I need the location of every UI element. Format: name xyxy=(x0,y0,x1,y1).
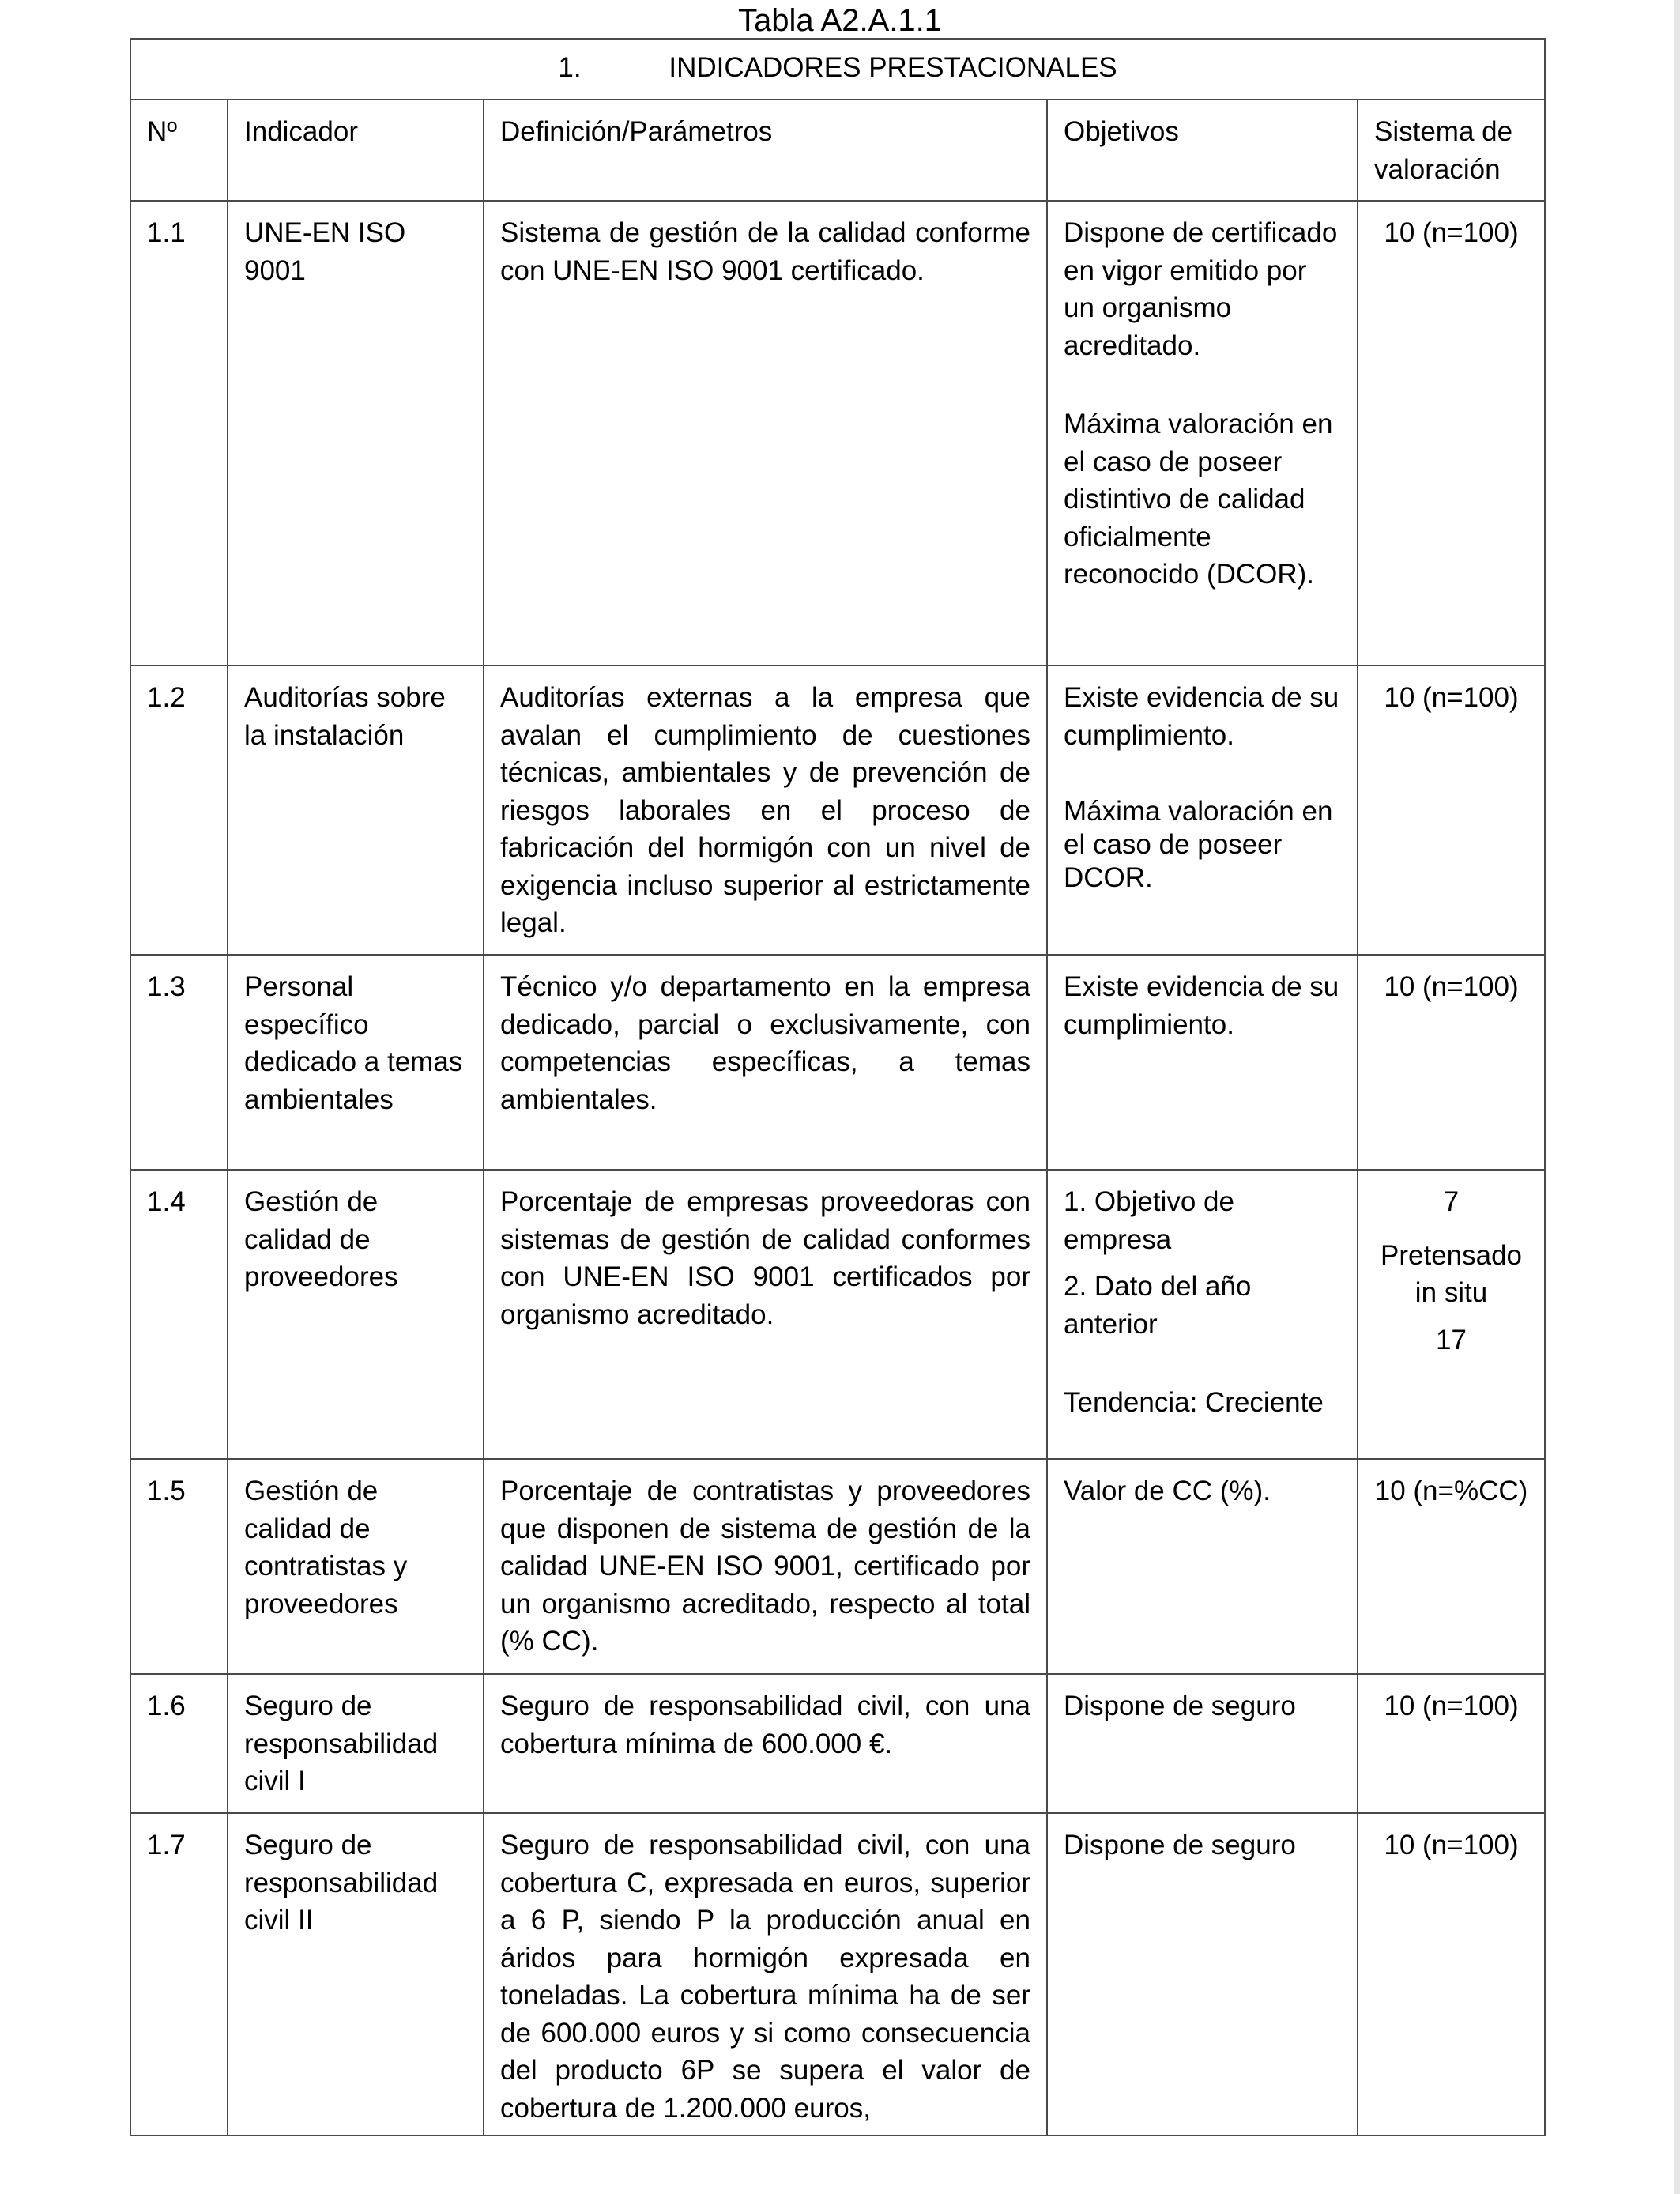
row-objetivos: Valor de CC (%). xyxy=(1047,1459,1358,1674)
header-indicador: Indicador xyxy=(228,100,484,201)
valoracion-text: 7 xyxy=(1443,1186,1460,1217)
row-indicador: UNE-EN ISO 9001 xyxy=(228,201,484,665)
row-objetivos: Existe evidencia de su cumplimiento. xyxy=(1047,955,1358,1170)
row-definicion: Seguro de responsabilidad civil, con una cobertura mínima de 600.000 €. xyxy=(484,1674,1047,1813)
row-valoracion: 10 (n=100) xyxy=(1358,201,1545,665)
row-num: 1.6 xyxy=(130,1674,228,1813)
row-indicador: Auditorías sobre la instalación xyxy=(228,665,484,955)
row-definicion: Porcentaje de contratistas y proveedores que disponen de sistema de gestión de la calidad UNE-EN ISO 9001, certificado por un organismo acreditado, respecto al total (% CC). xyxy=(484,1459,1047,1674)
objetivo-text: 1. Objetivo de empresa xyxy=(1064,1186,1234,1255)
table-row xyxy=(130,955,1545,1170)
row-indicador: Gestión de calidad de contratistas y proveedores xyxy=(228,1459,484,1674)
row-valoracion: 10 (n=100) xyxy=(1358,955,1545,1170)
objetivo-text: Máxima valoración en el caso de poseer distintivo de calidad oficialmente reconocido (DCOR). xyxy=(1064,409,1333,590)
row-valoracion: 10 (n=%CC) xyxy=(1358,1459,1545,1674)
table-row xyxy=(130,665,1545,955)
row-indicador: Gestión de calidad de proveedores xyxy=(228,1170,484,1459)
objetivo-text: Dispone de certificado en vigor emitido por un organismo acreditado. xyxy=(1064,217,1338,361)
section-number: 1. xyxy=(558,52,582,83)
table-row xyxy=(130,1459,1545,1674)
row-definicion: Técnico y/o departamento en la empresa dedicado, parcial o exclusivamente, con competencias específicas, a temas ambientales. xyxy=(484,955,1047,1170)
header-definicion: Definición/Parámetros xyxy=(484,100,1047,201)
row-num: 1.7 xyxy=(130,1813,228,2136)
row-num: 1.1 xyxy=(130,201,228,665)
row-valoracion: 10 (n=100) xyxy=(1358,1674,1545,1813)
row-num: 1.4 xyxy=(130,1170,228,1459)
header-valoracion: Sistema de valoración xyxy=(1358,100,1545,201)
table-row xyxy=(130,201,1545,665)
header-num: Nº xyxy=(130,100,228,201)
row-objetivos: Dispone de seguro xyxy=(1047,1813,1358,2136)
row-indicador: Personal específico dedicado a temas ambientales xyxy=(228,955,484,1170)
row-indicador: Seguro de responsabilidad civil II xyxy=(228,1813,484,2136)
row-definicion: Porcentaje de empresas proveedoras con sistemas de gestión de calidad conformes con UNE-EN ISO 9001 certificados por organismo acreditado. xyxy=(484,1170,1047,1459)
table-row xyxy=(130,1170,1545,1459)
row-objetivos xyxy=(1047,665,1358,955)
row-valoracion xyxy=(1358,1170,1545,1459)
section-heading xyxy=(130,39,1545,100)
objetivo-text: Existe evidencia de su cumplimiento. xyxy=(1064,682,1339,751)
row-num: 1.3 xyxy=(130,955,228,1170)
section-row xyxy=(130,39,1545,100)
section-label: INDICADORES PRESTACIONALES xyxy=(669,52,1117,83)
page-edge xyxy=(1674,0,1680,2194)
row-indicador: Seguro de responsabilidad civil I xyxy=(228,1674,484,1813)
valoracion-text: Pretensado in situ xyxy=(1381,1239,1523,1308)
valoracion-text: 17 xyxy=(1436,1324,1467,1355)
row-objetivos xyxy=(1047,1170,1358,1459)
row-valoracion: 10 (n=100) xyxy=(1358,1813,1545,2136)
objetivo-text: 2. Dato del año anterior xyxy=(1064,1271,1252,1340)
objetivo-text: Máxima valoración en el caso de poseer DCOR. xyxy=(1064,796,1333,893)
row-num: 1.2 xyxy=(130,665,228,955)
header-row xyxy=(130,100,1545,201)
objetivo-text: Tendencia: Creciente xyxy=(1064,1387,1324,1418)
row-num: 1.5 xyxy=(130,1459,228,1674)
row-definicion: Seguro de responsabilidad civil, con una cobertura C, expresada en euros, superior a 6 P, siendo P la producción anual en áridos para hormigón expresada en toneladas. La cobertura mínima ha de ser de 600.000 euros y si como consecuencia del producto 6P se supera el valor de cobertura de 1.200.000 euros, xyxy=(484,1813,1047,2136)
header-objetivos: Objetivos xyxy=(1047,100,1358,201)
table-row xyxy=(130,1674,1545,1813)
row-objetivos: Dispone de seguro xyxy=(1047,1674,1358,1813)
table-row xyxy=(130,1813,1545,2136)
row-objetivos xyxy=(1047,201,1358,665)
row-definicion: Auditorías externas a la empresa que avalan el cumplimiento de cuestiones técnicas, ambientales y de prevención de riesgos laborales en el proceso de fabricación del hormigón con un nivel de exigencia incluso superior al estrictamente legal. xyxy=(484,665,1047,955)
indicators-table xyxy=(130,38,1546,2136)
row-valoracion: 10 (n=100) xyxy=(1358,665,1545,955)
row-definicion: Sistema de gestión de la calidad conforme con UNE-EN ISO 9001 certificado. xyxy=(484,201,1047,665)
table-title: Tabla A2.A.1.1 xyxy=(738,3,942,38)
